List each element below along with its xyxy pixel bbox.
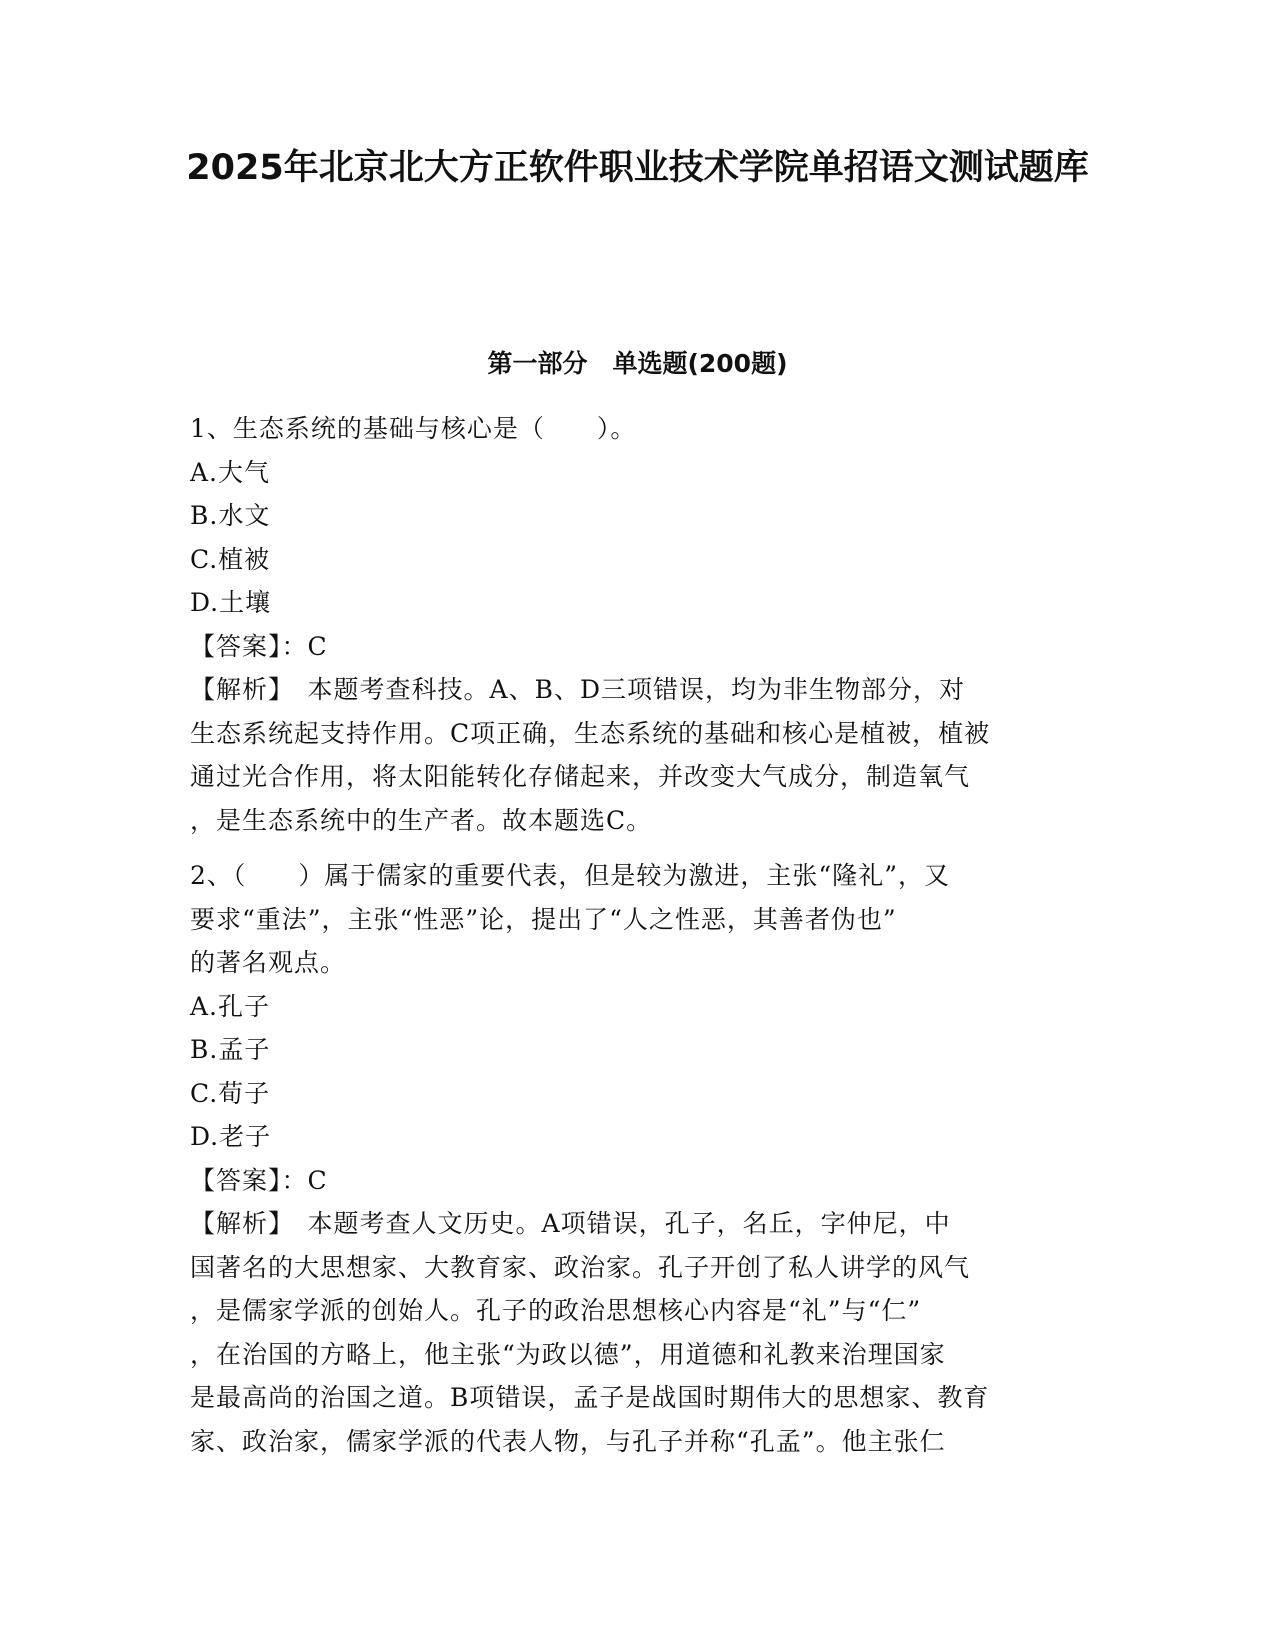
analysis-line: ，是儒家学派的创始人。孔子的政治思想核心内容是“礼”与“仁” <box>190 1296 922 1325</box>
question-stem: 1、生态系统的基础与核心是（ ）。 <box>190 414 637 443</box>
analysis-text: 本题考查科技。A、B、D三项错误，均为非生物部分，对 <box>281 675 965 704</box>
option-d: D.土壤 <box>190 588 272 617</box>
question-stem: 要求“重法”，主张“性恶”论，提出了“人之性恶，其善者伪也” <box>190 904 897 934</box>
question-1 <box>190 407 1085 842</box>
option-b: B.孟子 <box>190 1035 271 1064</box>
option-a: A.孔子 <box>190 991 271 1021</box>
analysis-line <box>190 668 1085 712</box>
question-stem: 的著名观点。 <box>190 948 347 977</box>
answer-value: C <box>307 631 328 661</box>
analysis-label: 【解析】 <box>190 1209 282 1238</box>
option-c: C.植被 <box>190 544 271 574</box>
question-list <box>190 407 1085 1475</box>
answer-line <box>190 1159 1085 1203</box>
answer-label: 【答案】： <box>190 631 308 661</box>
answer-line <box>190 625 1085 669</box>
analysis-line: 是最高尚的治国之道。B项错误，孟子是战国时期伟大的思想家、教育 <box>190 1383 990 1412</box>
analysis-line: 生态系统起支持作用。C项正确，生态系统的基础和核心是植被，植被 <box>190 718 991 748</box>
section-title: 第一部分 单选题(200题) <box>487 349 788 378</box>
analysis-text: 本题考查人文历史。A项错误，孔子，名丘，字仲尼，中 <box>281 1209 951 1238</box>
question-2 <box>190 854 1085 1463</box>
analysis-line <box>190 1202 1085 1246</box>
analysis-line: 通过光合作用，将太阳能转化存储起来，并改变大气成分，制造氧气 <box>190 762 971 791</box>
answer-label: 【答案】： <box>190 1165 308 1195</box>
option-b: B.水文 <box>190 501 271 530</box>
analysis-line: 国著名的大思想家、大教育家、政治家。孔子开创了私人讲学的风气 <box>190 1252 971 1282</box>
analysis-line: ，在治国的方略上，他主张“为政以德”，用道德和礼教来治理国家 <box>190 1339 946 1369</box>
analysis-line: 家、政治家，儒家学派的代表人物，与孔子并称“孔孟”。他主张仁 <box>190 1426 946 1456</box>
answer-value: C <box>307 1165 328 1195</box>
option-d: D.老子 <box>190 1122 272 1151</box>
question-stem: 2、（ ）属于儒家的重要代表，但是较为激进，主张“隆礼”，又 <box>190 861 950 890</box>
option-c: C.荀子 <box>190 1078 271 1108</box>
analysis-label: 【解析】 <box>190 675 282 704</box>
analysis-line: ，是生态系统中的生产者。故本题选C。 <box>190 805 653 835</box>
option-a: A.大气 <box>190 457 271 487</box>
page-title: 2025年北京北大方正软件职业技术学院单招语文测试题库 <box>186 148 1089 188</box>
